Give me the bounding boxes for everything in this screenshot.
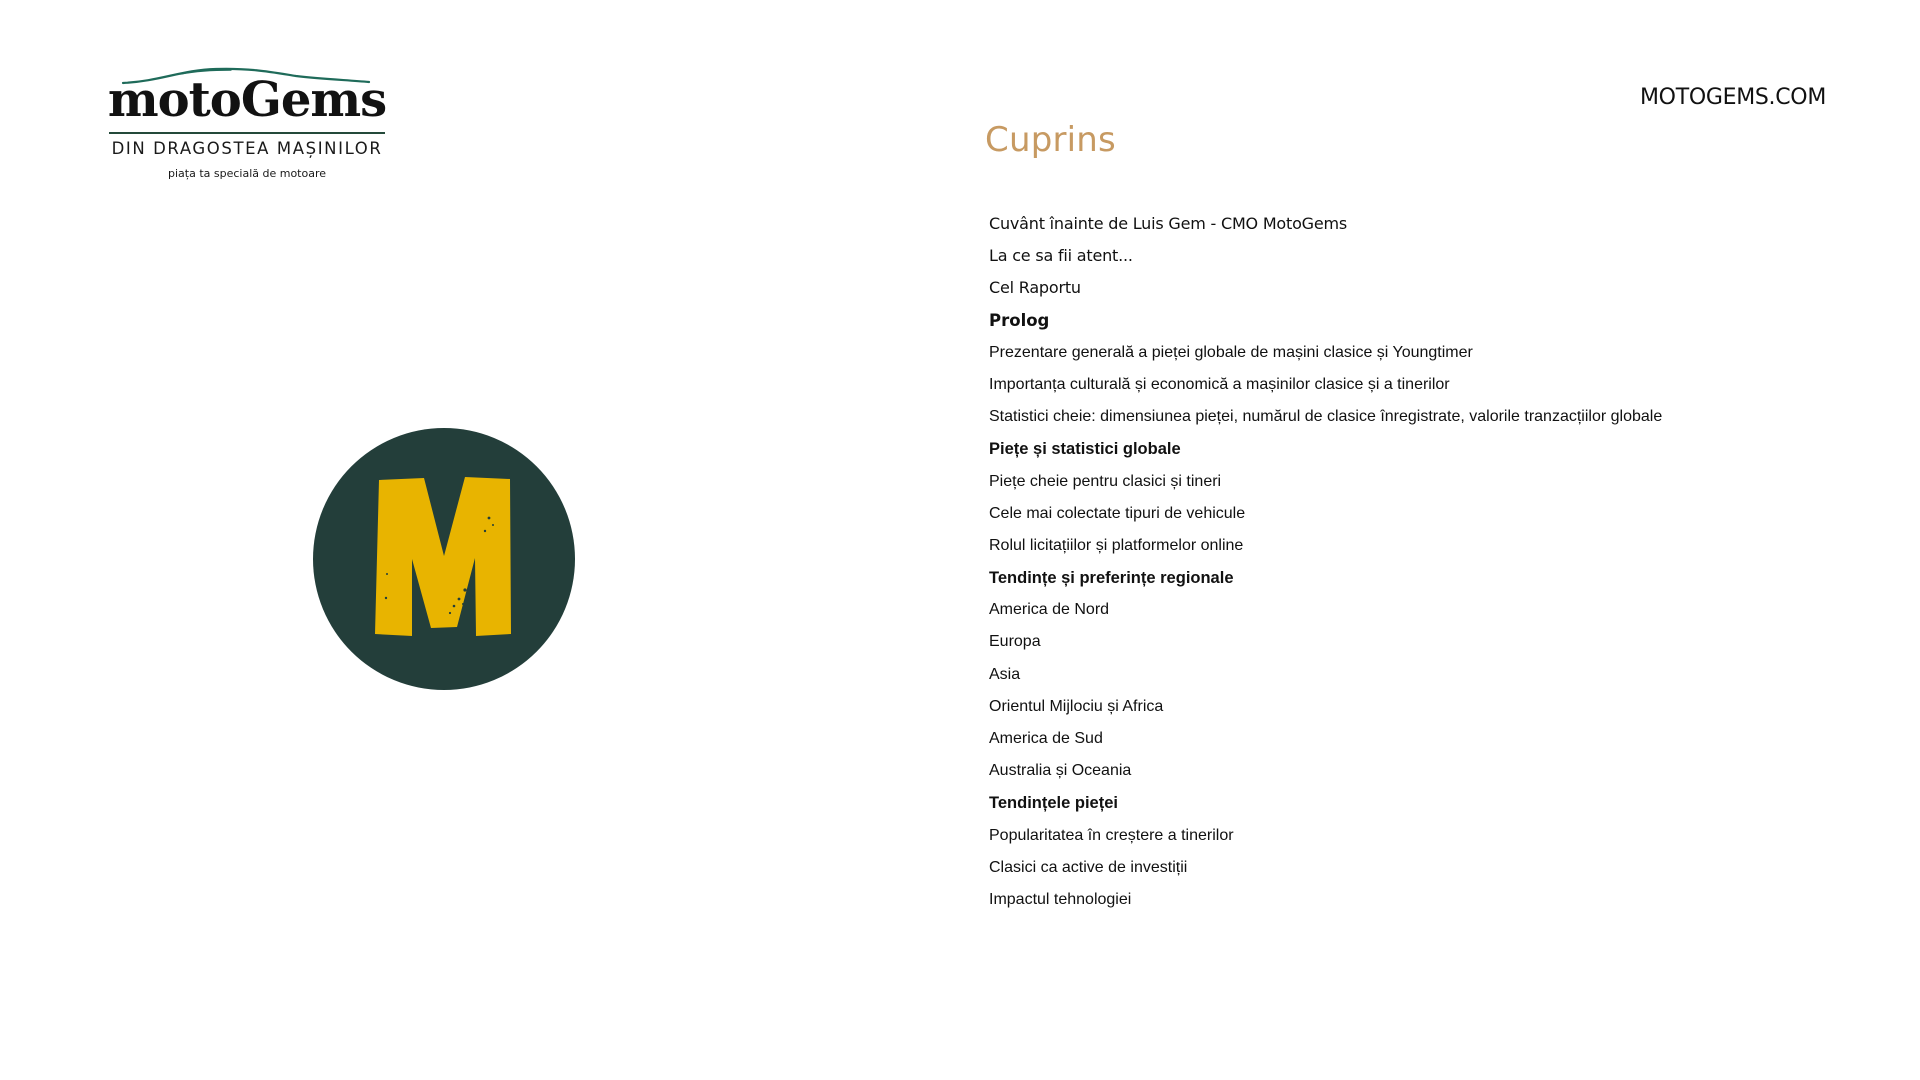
toc-entry[interactable]: Australia și Oceania: [989, 762, 1132, 780]
brand-logo: [107, 66, 387, 180]
logo-tagline: DIN DRAGOSTEA MAȘINILOR: [111, 139, 383, 158]
toc-entry[interactable]: Clasici ca active de investiții: [989, 858, 1188, 876]
toc-section-heading[interactable]: Tendințe și preferințe regionale: [989, 569, 1234, 588]
toc-entry[interactable]: Importanța culturală și economică a mașinilor clasice și a tinerilor: [989, 375, 1450, 393]
toc-section-heading[interactable]: Prolog: [989, 310, 1050, 330]
motogems-emblem: [313, 428, 575, 690]
table-of-contents: [989, 208, 1849, 916]
toc-entry[interactable]: La ce sa fii atent...: [989, 246, 1133, 266]
toc-entry[interactable]: Asia: [989, 665, 1021, 683]
toc-title: Cuprins: [985, 120, 1116, 160]
toc-entry[interactable]: Cel Raportu: [989, 278, 1081, 298]
logo-divider: [109, 132, 385, 134]
toc-entry[interactable]: Impactul tehnologiei: [989, 890, 1132, 908]
logo-subtitle: piața ta specială de motoare: [167, 167, 327, 180]
toc-entry[interactable]: Orientul Mijlociu și Africa: [989, 697, 1164, 715]
logo-wordmark: motoGems: [107, 72, 387, 128]
toc-entry[interactable]: Europa: [989, 633, 1041, 651]
toc-entry[interactable]: Popularitatea în creștere a tinerilor: [989, 826, 1234, 844]
toc-entry[interactable]: America de Sud: [989, 730, 1103, 747]
toc-entry[interactable]: Piețe cheie pentru clasici și tineri: [989, 472, 1222, 490]
toc-entry[interactable]: Rolul licitațiilor și platformelor online: [989, 536, 1244, 554]
toc-entry[interactable]: Prezentare generală a pieței globale de mașini clasice și Youngtimer: [989, 343, 1473, 361]
toc-entry[interactable]: Statistici cheie: dimensiunea pieței, numărul de clasice înregistrate, valorile tranzacțiilor globale: [989, 408, 1663, 426]
toc-section-heading[interactable]: Piețe și statistici globale: [989, 440, 1181, 459]
toc-entry[interactable]: Cele mai colectate tipuri de vehicule: [989, 504, 1246, 522]
m-letter-icon: [313, 428, 575, 690]
toc-section-heading[interactable]: Tendințele pieței: [989, 794, 1118, 813]
site-url: MOTOGEMS.COM: [1640, 85, 1826, 110]
toc-entry[interactable]: America de Nord: [989, 601, 1110, 619]
toc-entry[interactable]: Cuvânt înainte de Luis Gem - CMO MotoGems: [989, 214, 1348, 233]
